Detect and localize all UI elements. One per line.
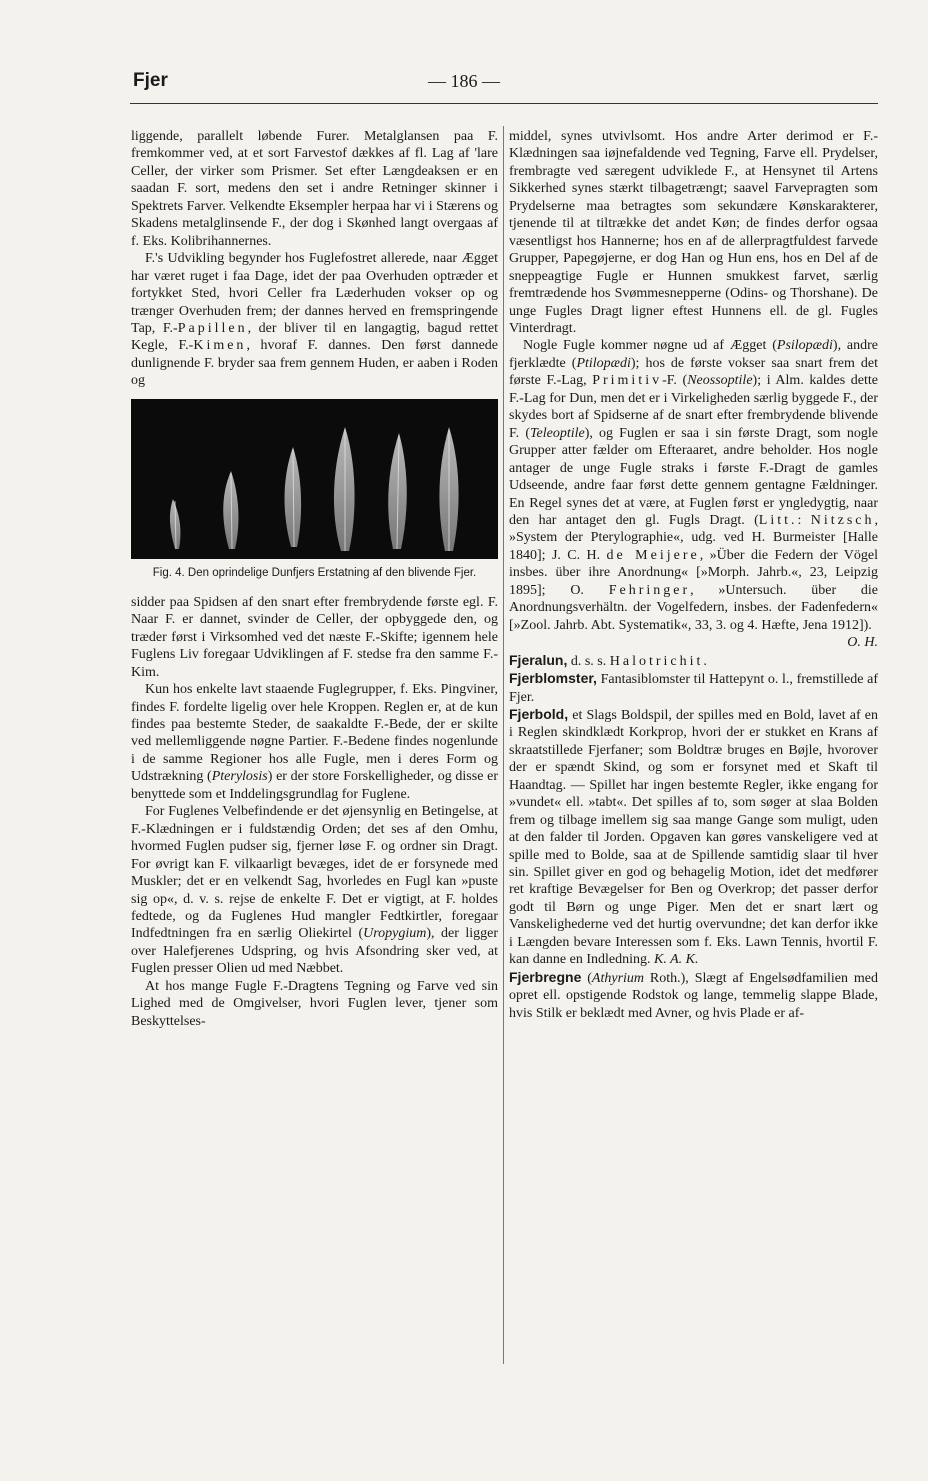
- page-number: — 186 —: [428, 71, 500, 91]
- text-run: ), og Fuglen er saa i sin første Dragt, som nogle Grupper atter fælder om Efteraaret, andre beholder. Hos nogle antager de unge Fugle straks i første F.-Dragt de gamles Udseende, andre faar først dette gennem gentagne Fældninger. En Regel synes det at være, at Fuglen først er yngledygtig, naar den har antaget den gl. Fugls Dragt. (: [509, 425, 879, 528]
- text-run: , hvoraf F. dannes. Den først dannede dunlignende F. bryder saa frem gennem Huden, er aaben i Roden og: [131, 338, 498, 389]
- text-run: ); hos de første vokser saa snart frem det første F.-Lag,: [509, 355, 878, 389]
- feather-photo: [131, 399, 498, 559]
- left-paragraph-5: [131, 803, 498, 978]
- text-run: ), andre fjerklædte (: [509, 338, 878, 371]
- entry-fjerbregne: [509, 969, 878, 1022]
- text-run: ); i Alm. kaldes dette F.-Lag for Dun, men det er i Virkeligheden særlig byggede F., der skydes bort af Spidserne af de snart efter frembrydende blivende F. (: [509, 373, 879, 441]
- left-column: [131, 128, 498, 1030]
- left-paragraph-2: [131, 250, 498, 390]
- text-run: ) er der store Forskelligheder, og disse er benyttede som et Inddelingsgrundlag for Fuglene.: [131, 769, 499, 802]
- text-run: :: [797, 512, 811, 528]
- text-run: F.'s Udvikling begynder hos Fuglefostret allerede, naar Ægget har været ruget i faa Dage, idet der paa Overhuden optræder et fortykket Sted, hvori Celler fra Læderhuden vokser op og trænger Overhuden frem; der dannes herved en fremspringende Tap, F.-: [131, 251, 498, 336]
- figure-caption: Fig. 4. Den oprindelige Dunfjers Erstatning af den blivende Fjer.: [152, 566, 477, 579]
- right-column: [509, 128, 878, 1022]
- text-run: Kun hos enkelte lavt staaende Fuglegrupper, f. Eks. Pingviner, findes F. fordelte ligelig over hele Kroppen. Reglen er, at de kun findes paa bestemte Steder, de saakaldte F.-Bede, der er skilte ved mellemliggende nøgne Partier. F.-Bedene findes nogenlunde i de samme Regioner hos alle Fugle, men i deres Form og Udstrækning (: [131, 682, 498, 785]
- text-run: , »Über die Federn der Vögel insbes. über ihre Anordnung« [»Morph. Jahrb.«, 23, Leipzig 1895]; O.: [509, 547, 878, 598]
- left-paragraph-6: At hos mange Fugle F.-Dragtens Tegning og Farve ved sin Lighed med de Omgivelser, hvori Fuglen lever, tjener som Beskyttelses-: [131, 978, 498, 1029]
- italic-term: Psilopædi: [776, 338, 833, 354]
- text-run: Nogle Fugle kommer nøgne ud af Ægget (: [523, 338, 777, 354]
- entry-fjerblomster: [509, 670, 878, 706]
- text-run: -F. (: [662, 373, 688, 389]
- spaced-term: Halotrichit: [609, 653, 704, 669]
- italic-term: Ptilopædi: [576, 355, 631, 371]
- text-run: (: [581, 970, 592, 986]
- running-head-title: Fjer: [133, 70, 168, 91]
- text-run: , »Untersuch. über die Anordnungsverhältn. der Vogelfedern, insbes. der Fadenfedern« [»Zool. Jahrb. Abt. Systematik«, 33, 3. og 4. Hæfte, Jena 1912]).: [509, 582, 878, 633]
- author-signature: O. H.: [847, 635, 878, 651]
- text-run: .: [703, 653, 707, 669]
- spaced-author: Fehringer: [608, 582, 691, 598]
- left-paragraph-4: [131, 681, 498, 803]
- text-run: et Slags Boldspil, der spilles med en Bold, lavet af en i Reglen skindklædt Korkprop, hvori der er stukket en Krans af skraatstillede Fjerfaner; som Boldtræ bruges en Bøjle, hvorover der er spændt Skind, og som er forsynet med et Skaft til Haandtag. — Spillet har ingen bestemte Regler, ikke engang for »vundet« ell. »tabt«. Det spilles af to, som søger at slaa Bolden frem og tilbage imellem sig saa mange Gange som muligt, uden at den falder til Jorden. Opgaven kan gøres vanskeligere ved at spille med to Bolde, saa at de Spillende samtidig slaar til hver sin. Spillet giver en god og behagelig Motion, idet det medfører ret kraftige Bevægelser for Ben og Overkrop; det passer derfor godt til Børn og unge Piger. Men det er snart lært og Vanskelighederne ved det hurtig overvundne; det kan derfor ikke i Længden bevare Interessen som f. Eks. Lawn Tennis, hvortil F. kan danne en Indledning.: [509, 707, 878, 968]
- left-paragraph-1: liggende, parallelt løbende Furer. Metalglansen paa F. fremkommer ved, at et sort Farvestof dækkes af fl. Lag af 'lare Celler, der virker som Prismer. Set efter Længdeaksen er en saadan F. sort, medens den set i andre Retninger skinner i Spektrets Farver. Velkendte Eksempler herpaa har vi i Stærens og Skadens metalglinsende F., der dog i Skønhed langt overgaas af f. Eks. Kolibrihannernes.: [131, 129, 498, 249]
- text-run: d. s. s.: [567, 653, 610, 669]
- column-divider: [503, 126, 504, 1364]
- author-signature: K. A. K.: [654, 952, 699, 968]
- text-run: Roth.), Slægt af Engelsødfamilien med opret ell. opstigende Rodstok og lange, temmelig slappe Blade, hvis Stilk er beklædt med Avner, og hvis Plade er af-: [509, 970, 878, 1021]
- spaced-author: Nitzsch: [810, 512, 875, 528]
- text-run: ), der ligger over Halefjerenes Udspring, og hvis Afsondring sker ved, at Fuglen presser Olien ud med Næbbet.: [131, 926, 498, 977]
- spaced-term: Litt.: [758, 512, 798, 528]
- spaced-author: de Meijere: [606, 547, 700, 563]
- feather-illustration: [131, 399, 498, 559]
- text-run: For Fuglenes Velbefindende er det øjensynlig en Betingelse, at F.-Klædningen er i fuldstændig Orden; det ses af den Omhu, hvormed Fuglen pudser sig, fjerner løse F. og ordner sin Dragt. For øvrigt kan F. vilkaarligt bevæges, idet de er forsynede med Muskler; det er en velkendt Sag, hvorledes en Fugl kan »puste sig op«, d. v. s. rejse de enkelte F. Det er vigtigt, at F. holdes fedtede, og da Fuglenes Hud mangler Fedtkirtler, foregaar Indfedtningen fra en særlig Oliekirtel (: [131, 804, 498, 942]
- spaced-term: Primitiv: [592, 373, 663, 389]
- header-rule: [130, 103, 878, 104]
- entry-headword: Fjerbregne: [509, 968, 582, 985]
- text-run: , »System der Pterylographie«, udg. ved H. Burmeister [Halle 1840]; J. C. H.: [509, 512, 879, 563]
- italic-term: Pterylosis: [211, 769, 268, 785]
- left-paragraph-3: sidder paa Spidsen af den snart efter frembrydende første egl. F. Naar F. er dannet, svinder de Celler, der opbyggede den, og træder først i Virksomhed ved det næste F.-Skifte; igennem hele Fuglens Liv foregaar Udviklingen af F. stedse fra den samme F.-Kim.: [131, 594, 498, 680]
- italic-term: Athyrium: [591, 970, 645, 986]
- italic-term: Uropygium: [363, 926, 427, 942]
- spaced-term: Papillen: [177, 320, 248, 336]
- entry-headword: Fjerbold,: [509, 705, 569, 722]
- right-paragraph-2: [509, 337, 879, 651]
- italic-term: Neossoptile: [687, 373, 753, 389]
- text-run: , der bliver til en langagtig, bagud rettet Kegle, F.-: [131, 320, 498, 354]
- entry-headword: Fjeralun,: [509, 651, 568, 668]
- entry-fjerbold: [509, 706, 878, 969]
- entry-headword: Fjerblomster,: [509, 670, 597, 687]
- right-paragraph-1: middel, synes utvivlsomt. Hos andre Arter derimod er F.-Klædningen saa iøjnefaldende ved Tegning, Farve ell. Prydelser, frembragte ved særegent udviklede F., at Hensynet til Artens Sikkerhed synes stærkt tilbagetrængt; saavel Farvepragten som Prydelserne maa betragtes som sekundære Kønskarakterer, tjenende til at tiltrække det andet Køn; de findes derfor ogsaa væsentligst hos Hannerne; hos en af de allerpragtfuldest farvede Grupper, Papegøjerne, er dog Han og Hun ens, hos en Del af de sneppeagtige Fugle er Hunnen smukkest farvet, særlig fremtrædende hos Svømmesnepperne (Odins- og Thorshane). De unge Fugles Dragt ligner eftest Hunnens ell. de gl. Fugles Vinterdragt.: [509, 129, 878, 336]
- entry-fjeralun: [509, 652, 878, 670]
- italic-term: Teleoptile: [530, 425, 585, 441]
- text-run: Fantasiblomster til Hattepynt o. l., fremstillede af Fjer.: [509, 672, 878, 705]
- spaced-term: Kimen: [193, 338, 247, 354]
